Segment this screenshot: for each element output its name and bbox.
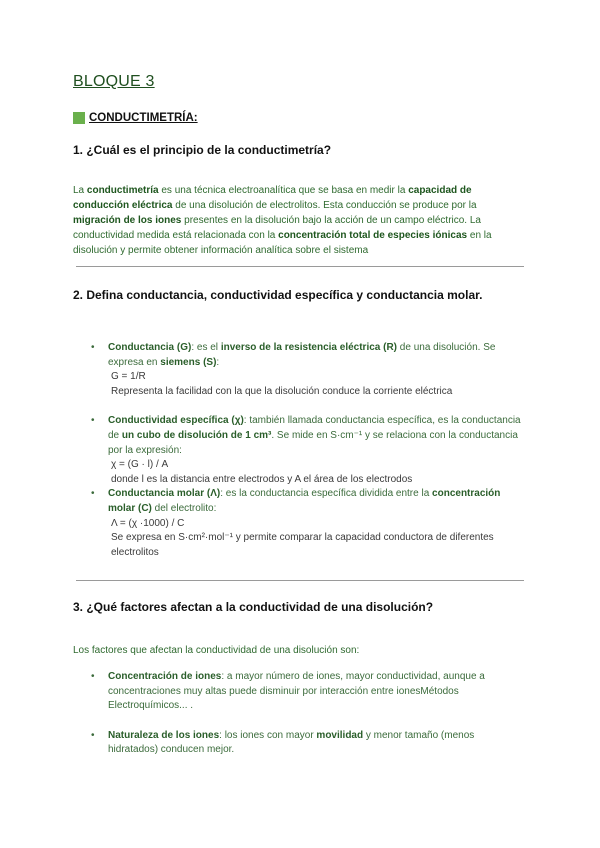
list-item-conductancia-molar bbox=[91, 487, 523, 560]
question-2: 2. Defina conductancia, conductividad específica y conductancia molar. bbox=[73, 288, 483, 302]
list-item-conductancia bbox=[91, 341, 523, 399]
bullet-icon: • bbox=[91, 488, 95, 500]
text: : bbox=[216, 356, 220, 368]
answer-1-text-c: de una disolución de electrolitos. Esta conducción se produce por la bbox=[172, 200, 477, 211]
text: : es la conductancia específica dividida entre la bbox=[220, 488, 433, 500]
term: Concentración de iones bbox=[108, 671, 222, 682]
term: Naturaleza de los iones bbox=[108, 729, 220, 741]
formula: G = 1/R bbox=[111, 371, 146, 383]
text: . Se mide en S·cm⁻¹ y se relaciona con la conductancia por la expresión: bbox=[108, 429, 518, 456]
answer-1-bold-a: conductimetría bbox=[86, 185, 159, 196]
formula: Λ = (χ ·1000) / C bbox=[111, 517, 185, 529]
divider-2 bbox=[76, 580, 524, 581]
answer-1-bold-b: capacidad de conducción eléctrica bbox=[73, 185, 472, 211]
answer-1-bold-c: migración de los iones bbox=[73, 215, 182, 226]
bullet-icon: • bbox=[91, 415, 95, 427]
term-emphasis: movilidad bbox=[316, 729, 364, 741]
question-3: 3. ¿Qué factores afectan a la conductividad de una disolución? bbox=[73, 600, 434, 614]
page-title: BLOQUE 3 bbox=[73, 73, 155, 90]
term-emphasis: inverso de la resistencia eléctrica (R) bbox=[220, 342, 398, 353]
term: Conductancia molar (Λ) bbox=[108, 488, 221, 500]
text: de una disolución. Se expresa en bbox=[108, 342, 496, 368]
text: : los iones con mayor bbox=[219, 729, 317, 741]
list-item-concentracion bbox=[91, 670, 523, 714]
text: : es el bbox=[191, 342, 221, 353]
list-item-naturaleza bbox=[91, 729, 523, 758]
answer-1-text-d: presentes en la disolución bajo la acción de un campo eléctrico. La conductividad medida está relacionada con la bbox=[73, 215, 481, 241]
term-emphasis: un cubo de disolución de 1 cm³ bbox=[121, 429, 272, 441]
answer-1-text-b: es una técnica electroanalítica que se basa en medir la bbox=[158, 185, 409, 196]
factors-list bbox=[91, 670, 523, 758]
divider-1 bbox=[76, 266, 524, 267]
bullet-icon: • bbox=[91, 671, 95, 682]
formula-note: Representa la facilidad con la que la disolución conduce la corriente eléctrica bbox=[111, 385, 453, 397]
answer-3-intro: Los factores que afectan la conductividad de una disolución son: bbox=[73, 645, 360, 656]
definitions-list bbox=[91, 341, 523, 560]
unit-emphasis: siemens (S) bbox=[160, 356, 217, 368]
formula-note: Se expresa en S·cm²·mol⁻¹ y permite comparar la capacidad conductora de diferentes electrolitos bbox=[111, 532, 494, 558]
text: y menor tamaño (menos hidratados) conducen mejor. bbox=[108, 729, 475, 756]
section-heading bbox=[73, 112, 198, 124]
bullet-icon: • bbox=[91, 342, 95, 353]
list-item-conductividad bbox=[91, 414, 523, 487]
term-emphasis: concentración molar (C) bbox=[108, 488, 501, 514]
answer-1-bold-d: concentración total de especies iónicas bbox=[278, 230, 468, 241]
answer-1-text-a: La bbox=[73, 185, 87, 196]
section-heading-text: CONDUCTIMETRÍA: bbox=[89, 112, 198, 124]
term: Conductividad específica (χ) bbox=[108, 415, 244, 427]
term: Conductancia (G) bbox=[108, 342, 192, 353]
question-1: 1. ¿Cuál es el principio de la conductimetría? bbox=[73, 143, 332, 157]
text: del electrolito: bbox=[151, 502, 217, 514]
answer-1-paragraph bbox=[73, 183, 525, 258]
answer-1-text-e: en la disolución y permite obtener información analítica sobre el sistema bbox=[73, 230, 492, 256]
formula-note: donde l es la distancia entre electrodos y A el área de los electrodos bbox=[111, 473, 413, 485]
text: : a mayor número de iones, mayor conductividad, aunque a concentraciones muy altas puede disminuir por interacción entre ionesMétodos Electroquímicos... . bbox=[108, 671, 485, 712]
bullet-icon: • bbox=[91, 729, 95, 741]
formula: χ = (G · l) / A bbox=[111, 459, 169, 471]
text: : también llamada conductancia específica, es la conductancia de bbox=[108, 415, 521, 441]
green-square-icon bbox=[73, 112, 85, 124]
